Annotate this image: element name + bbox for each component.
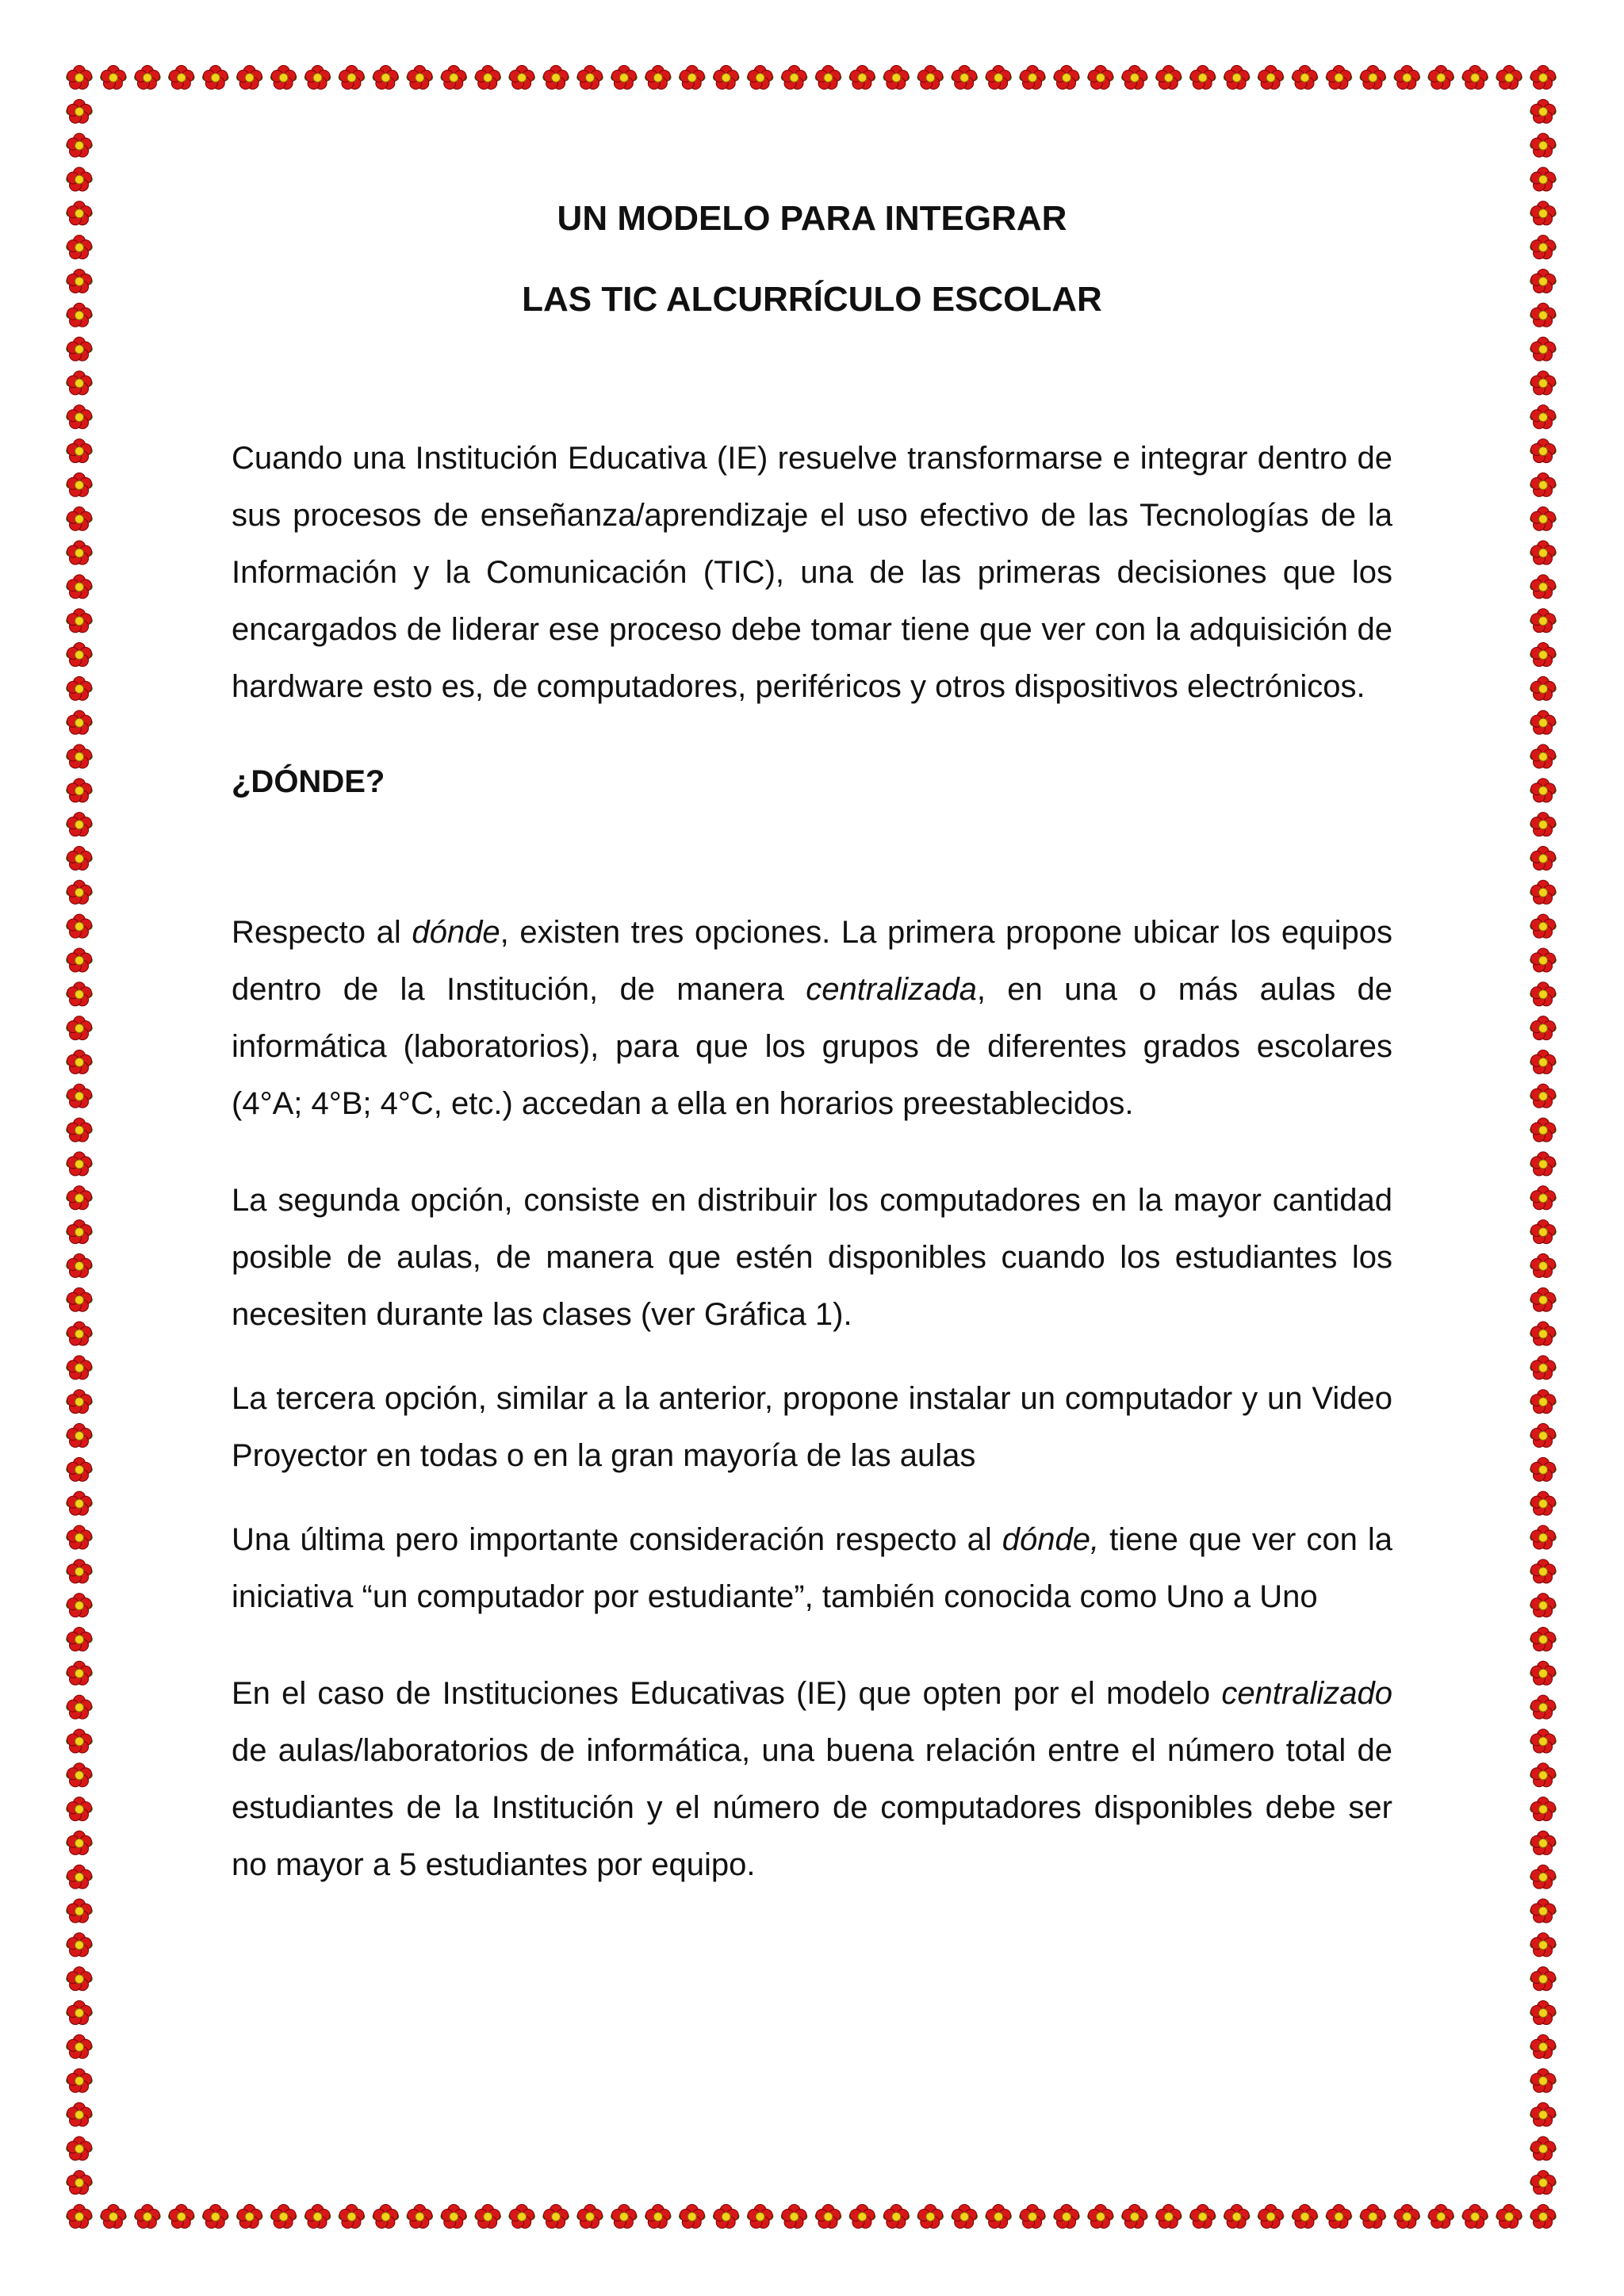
red-flower-icon bbox=[1360, 2205, 1387, 2229]
red-flower-icon bbox=[407, 66, 434, 90]
text-span: tiene que ver con la iniciativa “un computador por estudiante”, también conocida como Uno a Uno bbox=[232, 1522, 1393, 1614]
red-flower-icon bbox=[1258, 2205, 1285, 2229]
page-title-line-2: LAS TIC ALCURRÍCULO ESCOLAR bbox=[522, 280, 1102, 319]
red-flower-icon bbox=[985, 2205, 1012, 2229]
red-flower-icon bbox=[66, 1491, 93, 1515]
red-flower-icon bbox=[883, 66, 910, 90]
red-flower-icon bbox=[1121, 2205, 1148, 2229]
red-flower-icon bbox=[1530, 1322, 1557, 1345]
red-flower-icon bbox=[1019, 66, 1046, 90]
red-flower-icon bbox=[66, 609, 93, 633]
red-flower-icon bbox=[168, 2205, 195, 2229]
red-flower-icon bbox=[1530, 235, 1557, 259]
red-flower-icon bbox=[1224, 2205, 1251, 2229]
red-flower-icon bbox=[66, 473, 93, 496]
red-flower-icon bbox=[134, 2205, 161, 2229]
red-flower-icon bbox=[66, 1831, 93, 1854]
red-flower-icon bbox=[1530, 1016, 1557, 1040]
red-flower-icon bbox=[1530, 405, 1557, 429]
red-flower-icon bbox=[66, 507, 93, 530]
red-flower-icon bbox=[270, 66, 297, 90]
red-flower-icon bbox=[66, 235, 93, 259]
red-flower-icon bbox=[66, 2068, 93, 2092]
red-flower-icon bbox=[1530, 2137, 1557, 2160]
red-flower-icon bbox=[1258, 66, 1285, 90]
red-flower-icon bbox=[1326, 66, 1353, 90]
red-flower-icon bbox=[66, 2001, 93, 2025]
red-flower-icon bbox=[66, 1220, 93, 1244]
red-flower-icon bbox=[1530, 643, 1557, 667]
red-flower-icon bbox=[542, 2205, 569, 2229]
red-flower-icon bbox=[1530, 1424, 1557, 1448]
red-flower-icon bbox=[1530, 1865, 1557, 1888]
red-flower-icon bbox=[1530, 2103, 1557, 2126]
red-flower-icon bbox=[1155, 2205, 1182, 2229]
red-flower-icon bbox=[1530, 1559, 1557, 1583]
red-flower-icon bbox=[1530, 1152, 1557, 1176]
red-flower-icon bbox=[66, 813, 93, 836]
red-flower-icon bbox=[1530, 710, 1557, 734]
red-flower-icon bbox=[66, 779, 93, 802]
red-flower-icon bbox=[1530, 1288, 1557, 1311]
red-flower-icon bbox=[815, 66, 842, 90]
red-flower-icon bbox=[1530, 371, 1557, 395]
red-flower-icon bbox=[66, 1729, 93, 1753]
red-flower-icon bbox=[1530, 676, 1557, 700]
red-flower-icon bbox=[66, 643, 93, 667]
red-flower-icon bbox=[304, 66, 331, 90]
red-flower-icon bbox=[202, 66, 229, 90]
red-flower-icon bbox=[66, 1594, 93, 1617]
red-flower-icon bbox=[1326, 2205, 1353, 2229]
red-flower-icon bbox=[373, 2205, 400, 2229]
red-flower-icon bbox=[1121, 66, 1148, 90]
red-flower-icon bbox=[1530, 1899, 1557, 1923]
red-flower-icon bbox=[1530, 133, 1557, 157]
emphasis-donde: dónde bbox=[412, 915, 500, 950]
red-flower-icon bbox=[66, 133, 93, 157]
red-flower-icon bbox=[1530, 1457, 1557, 1481]
red-flower-icon bbox=[1461, 2205, 1488, 2229]
red-flower-icon bbox=[66, 405, 93, 429]
red-flower-icon bbox=[883, 2205, 910, 2229]
red-flower-icon bbox=[1087, 2205, 1114, 2229]
red-flower-icon bbox=[747, 66, 774, 90]
red-flower-icon bbox=[66, 1763, 93, 1787]
red-flower-icon bbox=[1530, 66, 1557, 90]
red-flower-icon bbox=[1427, 2205, 1454, 2229]
text-span: Una última pero importante consideración respecto al bbox=[232, 1522, 1002, 1557]
option-one-paragraph bbox=[232, 904, 1392, 1132]
red-flower-icon bbox=[1530, 1491, 1557, 1515]
red-flower-icon bbox=[66, 201, 93, 225]
red-flower-icon bbox=[66, 2137, 93, 2160]
red-flower-icon bbox=[66, 1152, 93, 1176]
red-flower-icon bbox=[66, 1288, 93, 1311]
red-flower-icon bbox=[1530, 813, 1557, 836]
red-flower-icon bbox=[440, 2205, 467, 2229]
red-flower-icon bbox=[1530, 337, 1557, 361]
text-span: En el caso de Instituciones Educativas (IE) que opten por el modelo bbox=[232, 1676, 1222, 1711]
red-flower-icon bbox=[1530, 1253, 1557, 1277]
red-flower-icon bbox=[713, 2205, 740, 2229]
red-flower-icon bbox=[849, 66, 876, 90]
red-flower-icon bbox=[66, 1084, 93, 1108]
red-flower-icon bbox=[1224, 66, 1251, 90]
red-flower-icon bbox=[66, 269, 93, 293]
red-flower-icon bbox=[1530, 1933, 1557, 1957]
red-flower-icon bbox=[1530, 575, 1557, 599]
red-flower-icon bbox=[66, 303, 93, 327]
red-flower-icon bbox=[1530, 880, 1557, 904]
red-flower-icon bbox=[1053, 66, 1080, 90]
red-flower-icon bbox=[202, 2205, 229, 2229]
red-flower-icon bbox=[951, 2205, 978, 2229]
red-flower-icon bbox=[440, 66, 467, 90]
emphasis-centralizada: centralizada bbox=[806, 972, 977, 1007]
red-flower-icon bbox=[849, 2205, 876, 2229]
red-flower-icon bbox=[66, 914, 93, 938]
red-flower-icon bbox=[1530, 201, 1557, 225]
red-flower-icon bbox=[474, 66, 501, 90]
red-flower-icon bbox=[66, 1390, 93, 1414]
red-flower-icon bbox=[917, 66, 944, 90]
red-flower-icon bbox=[66, 1933, 93, 1957]
red-flower-icon bbox=[66, 2205, 93, 2229]
red-flower-icon bbox=[1530, 1967, 1557, 1991]
text-span: Respecto al bbox=[232, 915, 412, 950]
red-flower-icon bbox=[66, 541, 93, 564]
red-flower-icon bbox=[66, 439, 93, 463]
red-flower-icon bbox=[1530, 1695, 1557, 1719]
red-flower-icon bbox=[1427, 66, 1454, 90]
red-flower-icon bbox=[1530, 541, 1557, 564]
red-flower-icon bbox=[66, 948, 93, 972]
red-flower-icon bbox=[1530, 473, 1557, 496]
red-flower-icon bbox=[1530, 914, 1557, 938]
red-flower-icon bbox=[1360, 66, 1387, 90]
red-flower-icon bbox=[611, 66, 638, 90]
red-flower-icon bbox=[542, 66, 569, 90]
red-flower-icon bbox=[1530, 99, 1557, 123]
intro-paragraph: Cuando una Institución Educativa (IE) resuelve transformarse e integrar dentro de sus procesos de enseñanza/aprendizaje el uso efectivo de las Tecnologías de la Información y la Comunicación (TIC), una de las primeras decisiones que los encargados de liderar ese proceso debe tomar tiene que ver con la adquisición de hardware esto es, de computadores, periféricos y otros dispositivos electrónicos. bbox=[232, 441, 1392, 704]
red-flower-icon bbox=[1530, 609, 1557, 633]
red-flower-icon bbox=[66, 982, 93, 1006]
red-flower-icon bbox=[66, 167, 93, 191]
red-flower-icon bbox=[66, 1695, 93, 1719]
red-flower-icon bbox=[1530, 846, 1557, 870]
red-flower-icon bbox=[1292, 66, 1319, 90]
document-page bbox=[232, 181, 1392, 1893]
red-flower-icon bbox=[66, 2171, 93, 2195]
red-flower-icon bbox=[713, 66, 740, 90]
red-flower-icon bbox=[66, 1661, 93, 1685]
emphasis-donde: dónde, bbox=[1002, 1522, 1100, 1557]
red-flower-icon bbox=[66, 1967, 93, 1991]
red-flower-icon bbox=[66, 880, 93, 904]
red-flower-icon bbox=[1530, 2171, 1557, 2195]
red-flower-icon bbox=[1394, 66, 1421, 90]
red-flower-icon bbox=[66, 1865, 93, 1888]
option-two-paragraph: La segunda opción, consiste en distribuir los computadores en la mayor cantidad posible de aulas, de manera que estén disponibles cuando los estudiantes los necesiten durante las clases (ver Gráfica 1). bbox=[232, 1183, 1392, 1332]
red-flower-icon bbox=[66, 710, 93, 734]
red-flower-icon bbox=[1496, 66, 1522, 90]
red-flower-icon bbox=[66, 337, 93, 361]
text-span: de aulas/laboratorios de informática, una buena relación entre el número total de estudiantes de la Institución y el número de computadores disponibles debe ser no mayor a 5 estudiantes por equipo. bbox=[232, 1733, 1392, 1882]
red-flower-icon bbox=[66, 1016, 93, 1040]
red-flower-icon bbox=[815, 2205, 842, 2229]
red-flower-icon bbox=[679, 2205, 706, 2229]
red-flower-icon bbox=[1530, 1763, 1557, 1787]
red-flower-icon bbox=[66, 66, 93, 90]
red-flower-icon bbox=[1394, 2205, 1421, 2229]
red-flower-icon bbox=[1530, 1118, 1557, 1142]
red-flower-icon bbox=[1530, 1729, 1557, 1753]
red-flower-icon bbox=[611, 2205, 638, 2229]
red-flower-icon bbox=[1530, 1831, 1557, 1854]
red-flower-icon bbox=[66, 1627, 93, 1651]
text-span: , en una o más aulas de informática (laboratorios), para que los grupos de diferentes grados escolares (4°A; 4°B; 4°C, etc.) accedan a ella en horarios preestablecidos. bbox=[232, 972, 1392, 1121]
text-span: , existen tres opciones. La primera propone ubicar los equipos dentro de la Institución, de manera bbox=[232, 915, 1392, 1007]
red-flower-icon bbox=[474, 2205, 501, 2229]
red-flower-icon bbox=[339, 66, 366, 90]
red-flower-icon bbox=[66, 1797, 93, 1821]
red-flower-icon bbox=[66, 676, 93, 700]
red-flower-icon bbox=[1189, 2205, 1216, 2229]
red-flower-icon bbox=[236, 66, 263, 90]
red-flower-icon bbox=[576, 2205, 603, 2229]
red-flower-icon bbox=[1530, 1797, 1557, 1821]
red-flower-icon bbox=[1530, 948, 1557, 972]
red-flower-icon bbox=[1189, 66, 1216, 90]
red-flower-icon bbox=[1530, 1525, 1557, 1549]
red-flower-icon bbox=[66, 575, 93, 599]
red-flower-icon bbox=[1530, 982, 1557, 1006]
red-flower-icon bbox=[781, 2205, 808, 2229]
red-flower-icon bbox=[66, 99, 93, 123]
red-flower-icon bbox=[100, 66, 127, 90]
red-flower-icon bbox=[66, 1050, 93, 1073]
red-flower-icon bbox=[1530, 303, 1557, 327]
red-flower-icon bbox=[1530, 1594, 1557, 1617]
red-flower-icon bbox=[1530, 2205, 1557, 2229]
red-flower-icon bbox=[66, 744, 93, 768]
last-consideration-paragraph bbox=[232, 1511, 1392, 1625]
red-flower-icon bbox=[508, 66, 535, 90]
red-flower-icon bbox=[951, 66, 978, 90]
red-flower-icon bbox=[66, 1899, 93, 1923]
section-heading-donde: ¿DÓNDE? bbox=[232, 764, 385, 799]
red-flower-icon bbox=[66, 1559, 93, 1583]
red-flower-icon bbox=[1530, 439, 1557, 463]
red-flower-icon bbox=[1155, 66, 1182, 90]
red-flower-icon bbox=[1530, 167, 1557, 191]
red-flower-icon bbox=[917, 2205, 944, 2229]
red-flower-icon bbox=[66, 1322, 93, 1345]
red-flower-icon bbox=[66, 2034, 93, 2058]
red-flower-icon bbox=[339, 2205, 366, 2229]
red-flower-icon bbox=[1530, 1050, 1557, 1073]
red-flower-icon bbox=[1530, 744, 1557, 768]
red-flower-icon bbox=[679, 66, 706, 90]
emphasis-centralizado: centralizado bbox=[1221, 1676, 1392, 1711]
red-flower-icon bbox=[1530, 2068, 1557, 2092]
red-flower-icon bbox=[407, 2205, 434, 2229]
red-flower-icon bbox=[66, 1186, 93, 1210]
red-flower-icon bbox=[1087, 66, 1114, 90]
red-flower-icon bbox=[66, 1457, 93, 1481]
red-flower-icon bbox=[373, 66, 400, 90]
red-flower-icon bbox=[66, 371, 93, 395]
red-flower-icon bbox=[508, 2205, 535, 2229]
page-title-line-1: UN MODELO PARA INTEGRAR bbox=[557, 199, 1067, 238]
red-flower-icon bbox=[66, 1356, 93, 1380]
red-flower-icon bbox=[1053, 2205, 1080, 2229]
red-flower-icon bbox=[1530, 2001, 1557, 2025]
red-flower-icon bbox=[66, 1424, 93, 1448]
red-flower-icon bbox=[236, 2205, 263, 2229]
red-flower-icon bbox=[1530, 1390, 1557, 1414]
red-flower-icon bbox=[1530, 1220, 1557, 1244]
red-flower-icon bbox=[747, 2205, 774, 2229]
red-flower-icon bbox=[1530, 779, 1557, 802]
student-ratio-paragraph bbox=[232, 1665, 1392, 1893]
red-flower-icon bbox=[576, 66, 603, 90]
red-flower-icon bbox=[1530, 1356, 1557, 1380]
red-flower-icon bbox=[1496, 2205, 1522, 2229]
red-flower-icon bbox=[645, 66, 672, 90]
red-flower-icon bbox=[1530, 1186, 1557, 1210]
red-flower-icon bbox=[1019, 2205, 1046, 2229]
red-flower-icon bbox=[781, 66, 808, 90]
red-flower-icon bbox=[645, 2205, 672, 2229]
red-flower-icon bbox=[1530, 269, 1557, 293]
red-flower-icon bbox=[270, 2205, 297, 2229]
red-flower-icon bbox=[1530, 1661, 1557, 1685]
red-flower-icon bbox=[66, 1118, 93, 1142]
red-flower-icon bbox=[1530, 1627, 1557, 1651]
red-flower-icon bbox=[304, 2205, 331, 2229]
red-flower-icon bbox=[1530, 2034, 1557, 2058]
red-flower-icon bbox=[1530, 1084, 1557, 1108]
red-flower-icon bbox=[66, 2103, 93, 2126]
red-flower-icon bbox=[1461, 66, 1488, 90]
red-flower-icon bbox=[1530, 507, 1557, 530]
red-flower-icon bbox=[66, 846, 93, 870]
red-flower-icon bbox=[134, 66, 161, 90]
red-flower-icon bbox=[100, 2205, 127, 2229]
option-three-paragraph: La tercera opción, similar a la anterior, propone instalar un computador y un Video Proyector en todas o en la gran mayoría de las aulas bbox=[232, 1381, 1392, 1473]
red-flower-icon bbox=[66, 1525, 93, 1549]
red-flower-icon bbox=[168, 66, 195, 90]
red-flower-icon bbox=[66, 1253, 93, 1277]
red-flower-icon bbox=[1292, 2205, 1319, 2229]
red-flower-icon bbox=[985, 66, 1012, 90]
